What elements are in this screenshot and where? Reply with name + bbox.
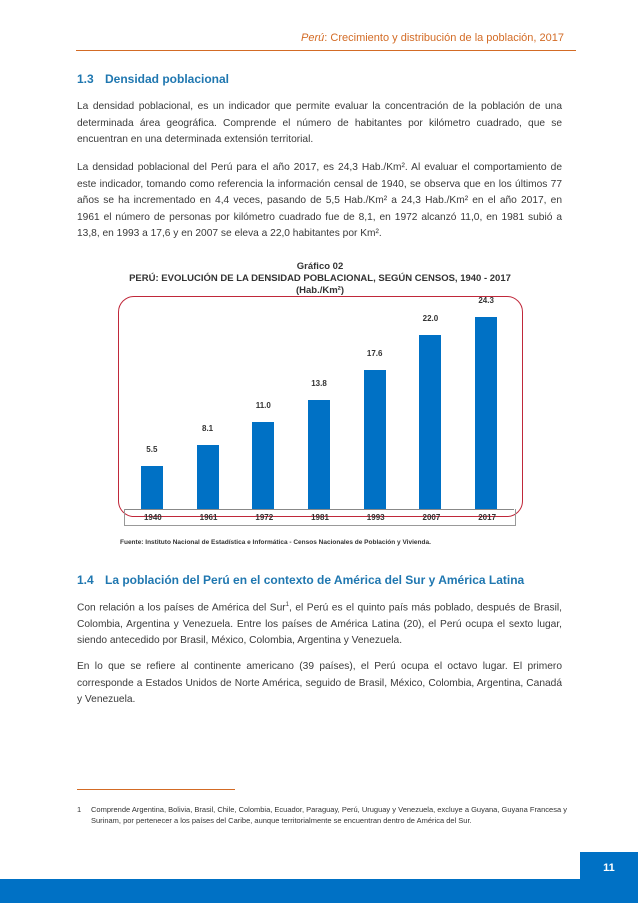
x-tick-2007: 2007 — [422, 513, 441, 522]
x-tick-1993: 1993 — [366, 513, 385, 522]
x-tick-1981: 1981 — [311, 513, 329, 522]
footnote-rule — [77, 789, 235, 790]
section-13-paragraph-1: La densidad poblacional, es un indicador que permite evaluar la concentración de la población de una determinada área geográfica. Comprende el número de habitantes por kilómetro cuadrado, que se encuentran en una determinada extensión territorial. — [77, 101, 562, 145]
section-13-title: Densidad poblacional — [105, 72, 230, 86]
x-tick-2017: 2017 — [478, 513, 497, 522]
section-13-heading — [77, 72, 229, 86]
section-14-paragraph-1 — [77, 597, 562, 650]
bar-value-label-2017: 24.3 — [478, 296, 494, 306]
chart-source: Fuente: Instituto Nacional de Estadística e Informática - Censos Nacionales de Población y Vivienda. — [120, 539, 431, 546]
bar-2017 — [475, 317, 497, 509]
x-tick-1972: 1972 — [255, 513, 274, 522]
section-13-number: 1.3 — [77, 72, 94, 86]
bar-chart-plot — [124, 296, 514, 509]
section-13-paragraph-2: La densidad poblacional del Perú para el año 2017, es 24,3 Hab./Km². Al evaluar el comportamiento de este indicador, tomando como referencia la información censal de 1940, se observa que en los últimos 77 años se ha incrementado en 4,4 veces, pasando de 5,5 Hab./Km² a 24,3 Hab./Km² en el año 2017, en 1961 el número de personas por kilómetro cuadrado fue de 8,1, en 1972 alcanzó 11,0, en 1981 subió a 13,8, en 1993 a 17,6 y en 2007 se eleva a 22,0 habitantes por Km². — [77, 162, 562, 239]
bar-value-label-2007: 22.0 — [422, 314, 439, 324]
section-14-heading — [77, 573, 524, 587]
section-14-paragraph-2: En lo que se refiere al continente americano (39 países), el Perú ocupa el octavo lugar. El primero corresponde a Estados Unidos de Norte América, seguido de Brasil, México, Colombia, Argentina, Canadá y Venezuela. — [77, 661, 562, 705]
bar-value-label-1993: 17.6 — [366, 349, 383, 359]
section-14-number: 1.4 — [77, 573, 94, 587]
x-axis-labels — [124, 509, 516, 526]
section-14-p1-end: , el Perú es el quinto país más poblado, después de Brasil, Colombia, Argentina y Venezuela. Entre los países de América Latina (20), el Perú ocupa el sexto lugar, siendo antecedido por Brasil, México, Colombia, Argentina y Venezuela. — [77, 602, 562, 647]
bar-value-label-1972: 11.0 — [255, 401, 271, 411]
chart-unit: (Hab./Km²) — [295, 285, 345, 296]
footnote-ref[interactable]: 1 — [285, 602, 290, 608]
bar-1972 — [252, 422, 274, 509]
header-country: Perú — [301, 32, 325, 44]
bar-value-label-1940: 5.5 — [146, 444, 158, 454]
x-tick-1961: 1961 — [199, 513, 218, 522]
bar-value-label-1981: 13.8 — [311, 379, 327, 389]
footnote-number: 1 — [77, 805, 82, 814]
footnote-text: Comprende Argentina, Bolivia, Brasil, Chile, Colombia, Ecuador, Paraguay, Perú, Uruguay y Venezuela, excluye a Guyana, Guyana Francesa y Surinam, por pertenecer a los países del Caribe, aunque territorialmente se encuentran dentro de América del Sur. — [91, 805, 567, 825]
page-number: 11 — [580, 852, 638, 903]
section-14-p1-start: Con relación a los países de América del Sur — [77, 602, 286, 614]
bar-1993 — [364, 370, 386, 509]
bar-value-label-1961: 8.1 — [202, 424, 214, 434]
bar-1940 — [141, 466, 163, 509]
chart-title: PERÚ: EVOLUCIÓN DE LA DENSIDAD POBLACIONAL, SEGÚN CENSOS, 1940 - 2017 — [129, 273, 511, 284]
footnote — [77, 804, 567, 826]
running-header — [301, 32, 564, 44]
section-14-title: La población del Perú en el contexto de América del Sur y América Latina — [105, 573, 525, 587]
header-rule — [76, 50, 576, 51]
x-tick-1940: 1940 — [143, 513, 162, 522]
header-title: : Crecimiento y distribución de la población, 2017 — [324, 32, 564, 44]
bar-1981 — [308, 400, 330, 509]
chart-label: Gráfico 02 — [296, 261, 344, 272]
footer-bar — [0, 879, 638, 903]
bar-1961 — [197, 445, 219, 509]
bar-2007 — [419, 335, 441, 509]
